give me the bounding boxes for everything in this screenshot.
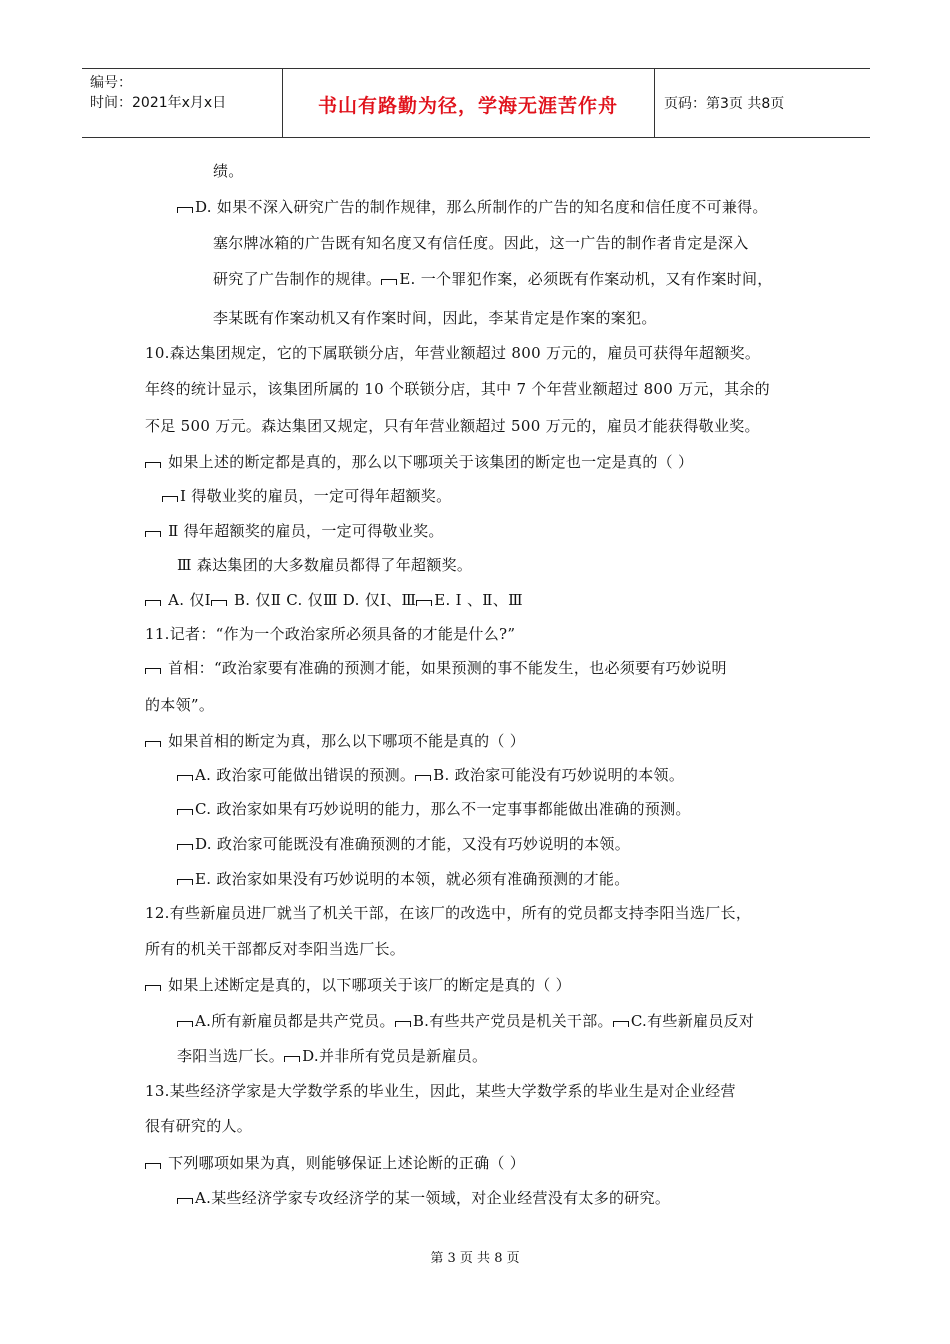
bracket-mark-icon — [416, 600, 432, 606]
bracket-mark-icon — [177, 775, 193, 781]
text-line: A.某些经济学家专攻经济学的某一领域，对企业经营没有太多的研究。 — [177, 1188, 670, 1208]
number-label: 编号： — [90, 75, 132, 91]
bracket-mark-icon — [284, 1056, 300, 1062]
bracket-mark-icon — [177, 1021, 193, 1027]
text-line: E. 政治家如果没有巧妙说明的本领，就必须有准确预测的才能。 — [177, 869, 630, 889]
bracket-mark-icon — [381, 279, 397, 285]
text-line: Ⅱ 得年超额奖的雇员，一定可得敬业奖。 — [145, 521, 444, 541]
bracket-mark-icon — [613, 1021, 629, 1027]
text-line: 12.有些新雇员进厂就当了机关干部，在该厂的改选中，所有的党员都支持李阳当选厂长， — [145, 904, 752, 922]
text-line: 李某既有作案动机又有作案时间，因此，李某肯定是作案的案犯。 — [213, 309, 657, 327]
bracket-mark-icon — [395, 1021, 411, 1027]
text-line: 很有研究的人。 — [145, 1117, 253, 1135]
bracket-mark-icon — [145, 531, 161, 537]
header-divider — [654, 69, 655, 137]
bracket-mark-icon — [145, 985, 161, 991]
text-line: A. 政治家可能做出错误的预测。 B. 政治家可能没有巧妙说明的本领。 — [177, 765, 684, 785]
text-line: C. 政治家如果有巧妙说明的能力，那么不一定事事都能做出准确的预测。 — [177, 799, 691, 819]
bracket-mark-icon — [211, 600, 227, 606]
text-line: D. 如果不深入研究广告的制作规律，那么所制作的广告的知名度和信任度不可兼得。 — [177, 197, 768, 217]
text-line: 11.记者：“作为一个政治家所必须具备的才能是什么?” — [145, 625, 516, 643]
text-line: 下列哪项如果为真，则能够保证上述论断的正确（ ） — [145, 1153, 525, 1173]
page-info: 页码：第3页 共8页 — [664, 96, 785, 112]
header-meta — [90, 73, 226, 113]
bracket-mark-icon — [415, 775, 431, 781]
text-line: Ⅲ 森达集团的大多数雇员都得了年超额奖。 — [177, 556, 473, 574]
text-line: 塞尔牌冰箱的广告既有知名度又有信任度。因此，这一广告的制作者肯定是深入 — [213, 234, 749, 252]
bracket-mark-icon — [145, 600, 161, 606]
bracket-mark-icon — [145, 668, 161, 674]
bracket-mark-icon — [177, 809, 193, 815]
header-motto: 书山有路勤为径，学海无涯苦作舟 — [317, 95, 618, 117]
text-line: A. 仅Ⅰ B. 仅Ⅱ C. 仅Ⅲ D. 仅Ⅰ、Ⅲ E. Ⅰ 、Ⅱ、Ⅲ — [145, 590, 523, 610]
bracket-mark-icon — [177, 879, 193, 885]
page-header — [82, 68, 870, 138]
bracket-mark-icon — [145, 462, 161, 468]
text-line: 13.某些经济学家是大学数学系的毕业生，因此，某些大学数学系的毕业生是对企业经营 — [145, 1082, 736, 1100]
text-line: 年终的统计显示，该集团所属的 10 个联锁分店，其中 7 个年营业额超过 800 万元，其余的 — [145, 380, 770, 398]
page-footer: 第 3 页 共 8 页 — [430, 1251, 520, 1266]
text-line: 的本领”。 — [145, 696, 215, 714]
text-line: Ⅰ 得敬业奖的雇员，一定可得年超额奖。 — [162, 486, 451, 506]
bracket-mark-icon — [177, 1198, 193, 1204]
text-line: 研究了广告制作的规律。 E. 一个罪犯作案，必须既有作案动机，又有作案时间， — [213, 270, 773, 288]
text-line: A.所有新雇员都是共产党员。 B.有些共产党员是机关干部。 C.有些新雇员反对 — [177, 1011, 754, 1031]
text-line: 如果上述断定是真的，以下哪项关于该厂的断定是真的（ ） — [145, 975, 571, 995]
text-line: 绩。 — [213, 162, 244, 180]
text-line: 不足 500 万元。森达集团又规定，只有年营业额超过 500 万元的，雇员才能获得敬业奖。 — [145, 417, 760, 435]
text-line: 首相：“政治家要有准确的预测才能，如果预测的事不能发生，也必须要有巧妙说明 — [145, 658, 727, 678]
bracket-mark-icon — [145, 741, 161, 747]
text-line: 如果首相的断定为真，那么以下哪项不能是真的（ ） — [145, 731, 525, 751]
text-line: 李阳当选厂长。 D.并非所有党员是新雇员。 — [177, 1047, 488, 1065]
text-line: 10.森达集团规定，它的下属联锁分店，年营业额超过 800 万元的，雇员可获得年超额奖。 — [145, 344, 761, 362]
bracket-mark-icon — [177, 844, 193, 850]
bracket-mark-icon — [145, 1163, 161, 1169]
bracket-mark-icon — [162, 496, 178, 502]
text-line: D. 政治家可能既没有准确预测的才能，又没有巧妙说明的本领。 — [177, 834, 630, 854]
text-line: 所有的机关干部都反对李阳当选厂长。 — [145, 940, 406, 958]
time-label: 时间：2021年x月x日 — [90, 95, 227, 111]
bracket-mark-icon — [177, 207, 193, 213]
text-line: 如果上述的断定都是真的，那么以下哪项关于该集团的断定也一定是真的（ ） — [145, 452, 693, 472]
